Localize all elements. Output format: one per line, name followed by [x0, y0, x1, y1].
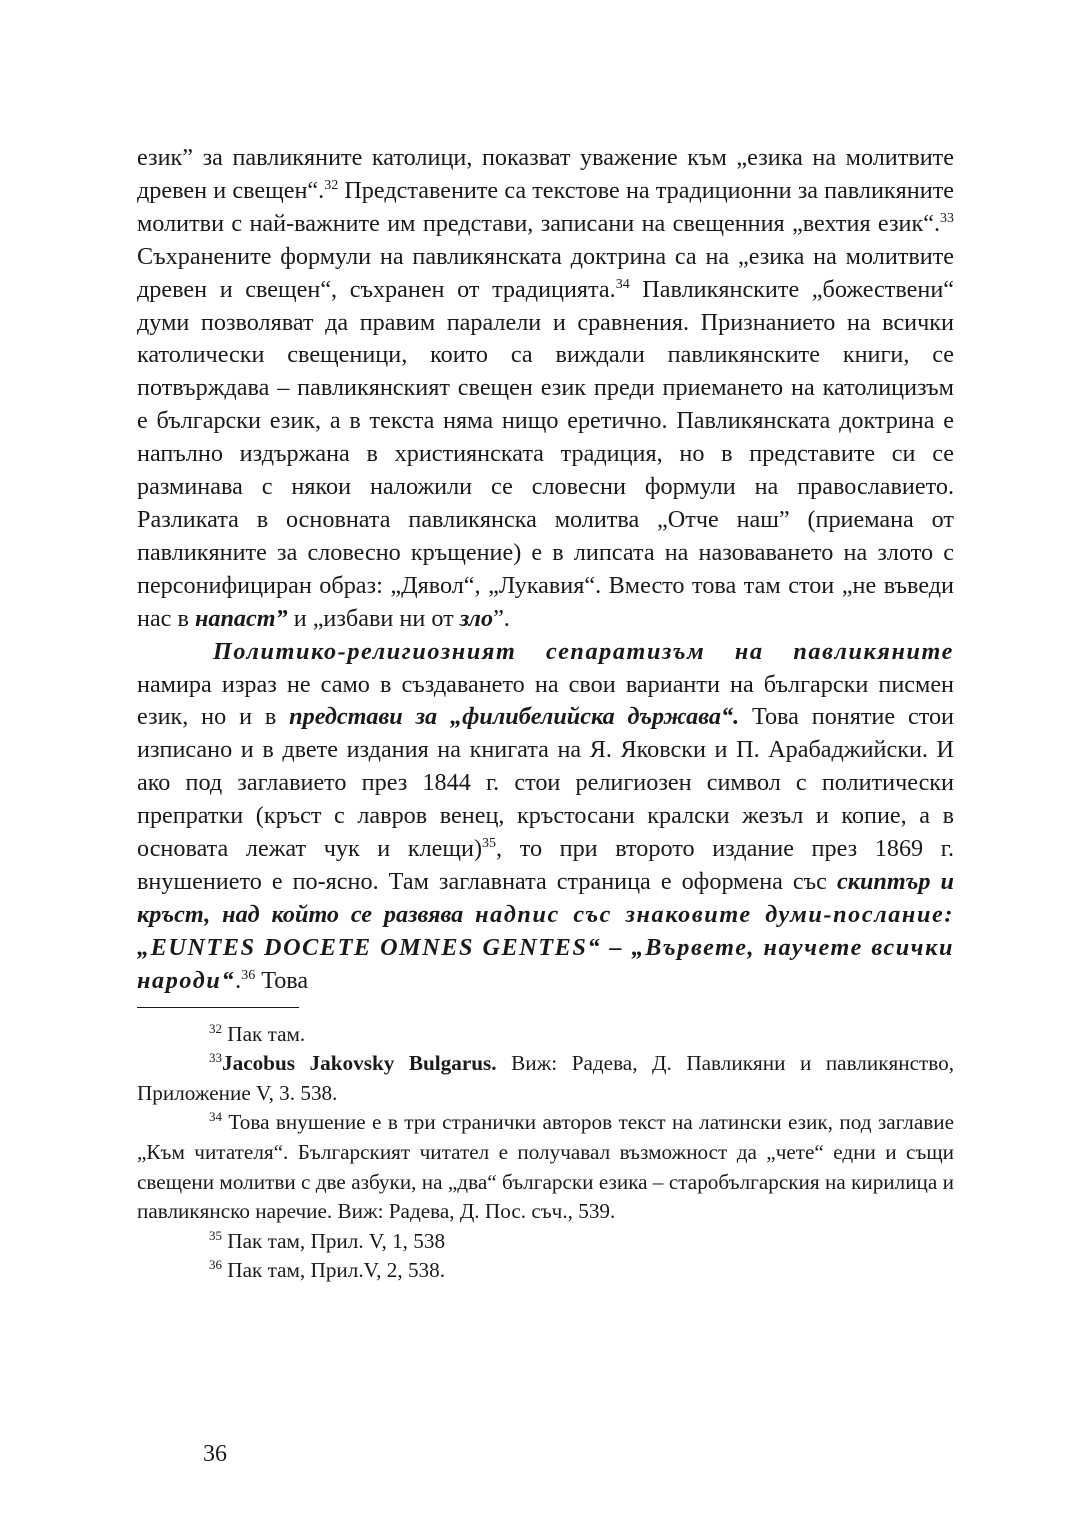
main-text: [137, 142, 954, 998]
text-run: Съхранените формули на павликянската доктрина са на „езика на молитвите древен и свещен“, съхранен от традицията.: [137, 242, 954, 303]
footnote-text: Виж: Радева, Д. Павликяни и павликянство, Приложение V, 3. 538.: [137, 1051, 955, 1105]
text-run: ”.: [493, 604, 510, 632]
footnote-34: [137, 1108, 954, 1226]
footnote-ref-36: 36: [241, 967, 256, 983]
footnote-36: [137, 1256, 954, 1286]
footnote-ref-35: 35: [482, 836, 497, 852]
section-lead-heading: Политико-религиозният сепаратизъм на павликяните: [213, 637, 954, 665]
footnote-number: 34: [209, 1109, 222, 1125]
footnote-ref-33: 33: [940, 210, 954, 226]
text-run: .: [235, 966, 242, 994]
text-run: Това понятие стои изписано и в двете издания на книгата на Я. Яковски и П. Арабаджийски. И ако под заглавието през 1844 г. стои религиозен символ с политически препратки (кръст с лавров венец, кръстосани кралски жезъл и копие, а в основата лежат чук и клещи): [137, 703, 954, 863]
footnotes: [137, 1020, 954, 1286]
footnote-35: [137, 1227, 954, 1257]
text-run: , то при второто издание през 1869 г. внушението е по-ясно. Там заглавната страница е оформена със: [137, 835, 954, 895]
paragraph-1: [137, 142, 954, 636]
footnote-33: [137, 1049, 954, 1108]
text-run: език” за павликяните католици, показват уважение към „езика на молитвите древен и свещен“.: [137, 144, 954, 204]
emphasis-text: представи за „филибелийска държава“.: [289, 703, 740, 731]
footnote-text: Пак там, Прил.V, 2, 538.: [222, 1258, 446, 1283]
page-content: [137, 142, 954, 1286]
footnote-number: 33: [209, 1050, 222, 1066]
text-run: намира израз не само в създаването на свои варианти на български писмен език, но и в: [137, 670, 954, 731]
page-number: 36: [203, 1441, 227, 1467]
footnote-ref-34: 34: [615, 276, 630, 292]
text-run: и „избави ни от: [287, 604, 460, 632]
footnote-bold-title: Jacobus Jakovsky Bulgarus.: [222, 1051, 497, 1076]
text-run: Представените са текстове на традиционни за павликяните молитви с най-важните им представи, записани на свещенния „вехтия език“.: [137, 176, 954, 237]
footnote-ref-32: 32: [324, 177, 339, 193]
paragraph-2: [137, 636, 954, 998]
footnote-number: 36: [209, 1257, 222, 1273]
footnote-text: Пак там.: [222, 1021, 306, 1046]
footnote-separator: [137, 1007, 299, 1008]
emphasis-text: зло: [459, 604, 494, 632]
footnote-text: Пак там, Прил. V, 1, 538: [222, 1228, 446, 1253]
footnote-number: 32: [209, 1020, 222, 1036]
footnote-32: [137, 1020, 954, 1050]
emphasis-text: надпис със знаковите думи-послание: „EUNTES DOCETE OMNES GENTES“ – „Вървете, научете всички народи“: [137, 900, 954, 994]
emphasis-text: напаст”: [194, 604, 288, 632]
text-run: Това: [255, 966, 309, 994]
emphasis-text: скиптър и кръст, над който се развява: [137, 867, 954, 928]
footnote-number: 35: [209, 1227, 222, 1243]
text-run: Павликянските „божествени“ думи позволяват да правим паралели и сравнения. Признанието на всички католически свещеници, които са виждали павликянските книги, се потвърждава – павликянският свещен език преди приемането на католицизъм е български език, а в текста няма нищо еретично. Павликянската доктрина е напълно издържана в християнската традиция, но в представите си се разминава с някои наложили се словесни формули на православието. Разликата в основната павликянска молитва „Отче наш” (приемана от павликяните за словесно кръщение) е в липсата на назоваването на злото с персонифициран образ: „Дявол“, „Лукавия“. Вместо това там стои „не въведи нас в: [137, 275, 954, 632]
footnote-text: Това внушение е в три странички авторов текст на латински език, под заглавие „Към читателя“. Българският читател е получавал възможност да „чете“ едни и същи свещени молитви с две азбуки, на „два“ български езика – старобългарския на кирилица и павликянско наречие. Виж: Радева, Д. Пос. съч., 539.: [137, 1110, 954, 1224]
